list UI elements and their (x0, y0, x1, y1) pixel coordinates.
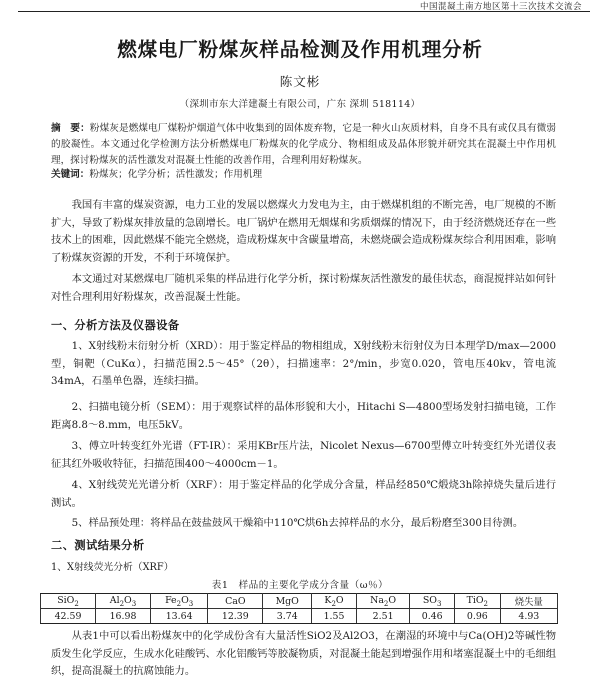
keywords-label: 关键词： (51, 169, 90, 180)
author-affiliation: （深圳市东大洋建凝土有限公司，广东 深圳 518114） (179, 99, 421, 110)
table-row (41, 609, 558, 624)
table-header-cell: SiO$_2$ (41, 594, 96, 609)
table-cell: 16.98 (96, 609, 151, 624)
table-cell: 4.93 (500, 609, 557, 624)
method-item: 2、扫描电镜分析（SEM）：用于观察试样的晶体形貌和大小，Hitachi S—4800型场发射扫描电镜，工作距离8.8～8.mm，电压5kV。 (51, 401, 556, 431)
method-item: 3、傅立叶转变红外光谱（FT-IR）：采用KBr压片法，Nicolet Nexus—6700型傅立叶转变红外光谱仪表征其红外吸收特征，扫描范围400～4000cm－1。 (51, 440, 556, 470)
table-caption: 表1 样品的主要化学成分含量（ω％） (211, 580, 389, 591)
table-cell: 1.55 (312, 609, 357, 624)
table-header-cell: CaO (208, 594, 263, 609)
table-header-cell: 烧失量 (500, 594, 557, 609)
intro-paragraph: 我国有丰富的煤炭资源，电力工业的发展以燃煤火力发电为主，由于燃煤机组的不断完善，电厂规模的不断扩大，导致了粉煤灰排放量的急剧增长。电厂锅炉在燃用无烟煤和劣质烟煤的情况下，由于经济燃烧还存在一些技术上的困难，因此燃煤不能完全燃烧，造成粉煤灰中含碳量增高，未燃烧碳会造成粉煤灰综合利用困难，影响了粉煤灰资源的开发，不利于环境保护。 (51, 199, 556, 264)
table-header-cell: $K_2O$ (312, 594, 357, 609)
abstract-text: 粉煤灰是燃煤电厂煤粉炉烟道气体中收集到的固体废弃物，它是一种火山灰质材料，自身不具有或仅具有微弱的胶凝性。本文通过化学检测方法分析燃煤电厂粉煤灰的化学成分、物相组成及晶体形貌并研究其在混凝土中作用机理，探讨粉煤灰的活性激发对混凝土性能的改善作用，合理利用好粉煤灰。 (51, 123, 557, 166)
table-header-cell: $SO_3$ (410, 594, 455, 609)
intro-paragraph: 本文通过对某燃煤电厂随机采集的样品进行化学分析，探讨粉煤灰活性激发的最佳状态，商混搅拌站如何针对性合理利用好粉煤灰，改善混凝土性能。 (51, 273, 556, 303)
section-heading: 二、测试结果分析 (51, 539, 145, 552)
table-header-cell: $Al_2O_3$ (96, 594, 151, 609)
keywords-text: 粉煤灰；化学分析；活性激发；作用机理 (89, 169, 263, 180)
table-cell: 42.59 (41, 609, 96, 624)
method-item: 5、样品预处理：将样品在鼓盐鼓风干燥箱中110℃烘6h去掉样品的水分，最后粉磨至300目待测。 (71, 517, 524, 529)
method-item: 4、X射线荧光光谱分析（XRF）：用于鉴定样品的化学成分含量，样品经850℃煅烧3h除掉烧失量后进行测试。 (51, 479, 556, 509)
table-header-cell: $Fe_2O_3$ (151, 594, 208, 609)
method-item: 1、X射线粉末衍射分析（XRD）：用于鉴定样品的物相组成，X射线粉末衍射仪为日本理学D/max—2000型，铜靶（CuKα），扫描范围2.5～45°（2θ），扫描速率：2°/min，步宽0.020，管电压40kv，管电流34mA，石墨单色器，连续扫描。 (51, 340, 556, 387)
keywords (51, 168, 556, 182)
abstract-label: 摘 要： (51, 123, 90, 134)
table-cell: 3.74 (263, 609, 312, 624)
abstract (51, 121, 556, 169)
table-header-cell: $Na_2O$ (356, 594, 409, 609)
header-rule (18, 11, 590, 12)
table-cell: 13.64 (151, 609, 208, 624)
table-header-cell: TiO$_2$ (455, 594, 501, 609)
subsection-heading: 1、X射线荧光分析（XRF） (51, 562, 174, 573)
table-cell: 12.39 (208, 609, 263, 624)
table-header-cell: MgO (263, 594, 312, 609)
table-header-row (41, 594, 558, 609)
table-cell: 2.51 (356, 609, 409, 624)
table-cell: 0.96 (455, 609, 501, 624)
running-head: 中国混凝土南方地区第十三次技术交流会 (419, 2, 582, 12)
paper-title: 燃煤电厂粉煤灰样品检测及作用机理分析 (117, 38, 483, 61)
closing-paragraph: 从表1中可以看出粉煤灰中的化学成份含有大量活性SiO2及Al2O3，在潮湿的环境中与Ca(OH)2等碱性物质发生化学反应，生成水化硅酸钙、水化铝酸钙等胶凝物质，对混凝土能起到增强作用和堵塞混凝土中的毛细组织，提高混凝土的抗腐蚀能力。 (51, 630, 556, 677)
section-heading: 一、分析方法及仪器设备 (51, 319, 180, 332)
table-cell: 0.46 (410, 609, 455, 624)
author-name: 陈文彬 (279, 74, 321, 89)
chemical-composition-table (40, 593, 558, 624)
